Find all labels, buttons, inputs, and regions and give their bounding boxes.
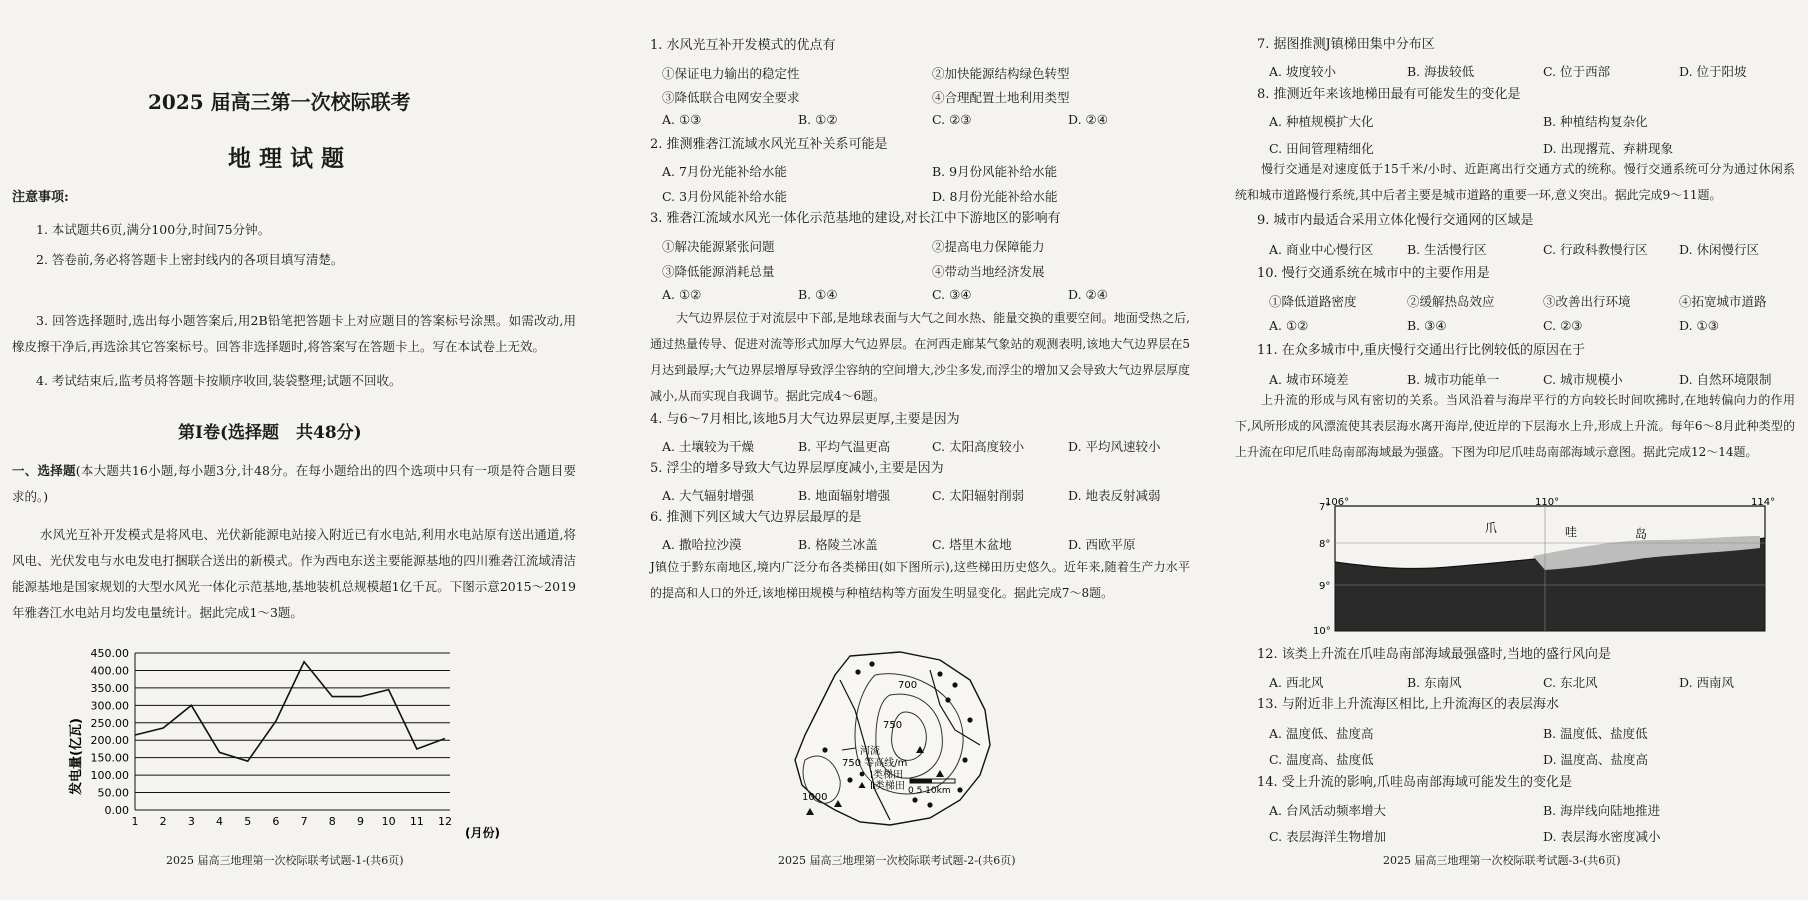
q14-option-a: A. 台风活动频率增大: [1269, 803, 1386, 818]
lon-114: 114°: [1751, 497, 1776, 508]
terrace-type1-dot: [962, 757, 967, 762]
q4-option-c: C. 太阳高度较小: [932, 439, 1025, 454]
chart-y-tick-label: 200.00: [90, 734, 129, 748]
instructions-lead: 一、选择题: [12, 463, 76, 478]
legend-type1: Ⅰ类梯田: [870, 770, 903, 781]
q2-option-c: C. 3月份风能补给水能: [662, 189, 788, 204]
q5-option-d: D. 地表反射减弱: [1068, 488, 1161, 503]
q10-stem: 10. 慢行交通系统在城市中的主要作用是: [1257, 266, 1490, 281]
legend-type1-symbol: [860, 772, 865, 777]
q7-option-d: D. 位于阳坡: [1679, 64, 1747, 79]
q11-option-a: A. 城市环境差: [1269, 372, 1349, 387]
chart-y-tick-label: 450.00: [90, 647, 129, 660]
q13-option-b: B. 温度低、盐度低: [1543, 726, 1648, 741]
terrace-type1-dot: [952, 682, 957, 687]
q14-option-c: C. 表层海洋生物增加: [1269, 829, 1387, 844]
q3-item-2: ②提高电力保障能力: [932, 239, 1045, 254]
chart-y-ticks: [91, 647, 130, 817]
terrace-type1-dot: [957, 787, 962, 792]
page-3: [1225, 0, 1808, 900]
q2-stem: 2. 推测雅砻江流域水风光互补关系可能是: [650, 137, 888, 152]
power-line-chart: [40, 645, 500, 845]
lat-8: 8°: [1319, 539, 1331, 550]
q1-option-a: A. ①③: [662, 112, 702, 127]
q3-option-a: A. ①②: [662, 287, 702, 302]
scale-label: 0 5 10km: [908, 786, 951, 796]
q10-item-3: ③改善出行环境: [1543, 294, 1631, 309]
q2-option-b: B. 9月份风能补给水能: [932, 164, 1058, 179]
legend-contour: 750 等高线/m: [842, 758, 908, 769]
chart-x-tick-label: 8: [328, 815, 336, 828]
chart-y-tick-label: 100.00: [90, 769, 129, 783]
chart-x-tick-label: 6: [272, 815, 280, 828]
q7-option-c: C. 位于西部: [1543, 64, 1611, 79]
lon-106: 106°: [1325, 497, 1350, 508]
q8-option-b: B. 种植结构复杂化: [1543, 114, 1648, 129]
lat-9: 9°: [1319, 581, 1331, 592]
chart-y-label: 发电量(亿瓦): [69, 718, 84, 795]
q8-option-d: D. 出现撂荒、弃耕现象: [1543, 141, 1674, 156]
chart-x-ticks: [132, 815, 453, 828]
chart-grid: [135, 653, 450, 810]
q11-stem: 11. 在众多城市中,重庆慢行交通出行比例较低的原因在于: [1257, 343, 1585, 358]
q5-option-c: C. 太阳辐射削弱: [932, 488, 1025, 503]
q7-option-b: B. 海拔较低: [1407, 64, 1475, 79]
q13-option-c: C. 温度高、盐度低: [1269, 752, 1374, 767]
java-sea-map: [1285, 496, 1785, 638]
q8-stem: 8. 推测近年来该地梯田最有可能发生的变化是: [1257, 87, 1521, 102]
chart-x-label: (月份): [465, 826, 500, 840]
q3-stem: 3. 雅砻江流域水风光一体化示范基地的建设,对长江中下游地区的影响有: [650, 211, 1061, 226]
q3-option-d: D. ②④: [1068, 287, 1108, 302]
q12-option-d: D. 西南风: [1679, 675, 1735, 690]
intro-q4-6: 大气边界层位于对流层中下部,是地球表面与大气之间水热、能量交换的重要空间。地面受热之后,通过热量传导、促进对流等形式加厚大气边界层。在河西走廊某气象站的观测表明,该地大气边界层在5月达到最厚;大气边界层增厚导致浮尘容纳的空间增大,沙尘多发,而浮尘的增加又会导致大气边界层厚度减小,从而实现自我调节。据此完成4～6题。: [650, 311, 1190, 403]
q3-item-4: ④带动当地经济发展: [932, 264, 1045, 279]
q4-option-d: D. 平均风速较小: [1068, 439, 1161, 454]
chart-x-tick-label: 2: [159, 815, 167, 828]
q1-item-2: ②加快能源结构绿色转型: [932, 66, 1070, 81]
q13-option-a: A. 温度低、盐度高: [1269, 726, 1374, 741]
subject-title: 地 理 试 题: [228, 145, 345, 172]
q13-option-d: D. 温度高、盐度高: [1543, 752, 1649, 767]
terrace-type1-dot: [945, 697, 950, 702]
chart-y-tick-label: 0.00: [104, 804, 129, 817]
q1-option-c: C. ②③: [932, 112, 972, 127]
chart-y-tick-label: 400.00: [90, 664, 129, 678]
q5-stem: 5. 浮尘的增多导致大气边界层厚度减小,主要是因为: [650, 461, 944, 476]
chart-series-line: [135, 662, 445, 761]
q12-option-b: B. 东南风: [1407, 675, 1462, 690]
terrace-type1-dot: [937, 671, 942, 676]
contour-label-750: 750: [883, 720, 903, 731]
q3-option-b: B. ①④: [798, 287, 838, 302]
terrace-type1-dot: [869, 661, 874, 666]
q10-option-d: D. ①③: [1679, 318, 1719, 333]
terrace-type1-dot: [822, 747, 827, 752]
island-label-2: 哇: [1565, 525, 1578, 539]
terrace-type1-dot: [967, 717, 972, 722]
q9-option-d: D. 休闲慢行区: [1679, 242, 1760, 257]
q6-option-a: A. 撒哈拉沙漠: [662, 537, 742, 552]
chart-x-tick-label: 4: [216, 815, 224, 828]
q10-option-c: C. ②③: [1543, 318, 1583, 333]
terrace-type1-dot: [927, 802, 932, 807]
q14-option-b: B. 海岸线向陆地推进: [1543, 803, 1661, 818]
footer-page-1: 2025 届高三地理第一次校际联考试题-1-(共6页): [166, 854, 404, 867]
q11-option-d: D. 自然环境限制: [1679, 372, 1772, 387]
q9-option-b: B. 生活慢行区: [1407, 242, 1487, 257]
instructions-text: (本大题共16小题,每小题3分,计48分。在每小题给出的四个选项中只有一项是符合题目要求的。): [12, 463, 576, 504]
lon-110: 110°: [1535, 497, 1560, 508]
q1-item-1: ①保证电力输出的稳定性: [662, 66, 800, 81]
chart-y-tick-label: 250.00: [90, 716, 129, 730]
q7-stem: 7. 据图推测J镇梯田集中分布区: [1257, 37, 1435, 52]
q7-option-a: A. 坡度较小: [1269, 64, 1336, 79]
intro-q1-3: 水风光互补开发模式是将风电、光伏新能源电站接入附近已有水电站,利用水电站原有送出通道,将风电、光伏发电与水电发电打捆联合送出的新模式。作为西电东送主要能源基地的四川雅砻江流域清洁能源基地是国家规划的大型水风光一体化示范基地,基地装机总规模超1亿千瓦。下图示意2015～2019年雅砻江水电站月均发电量统计。据此完成1～3题。: [12, 527, 576, 620]
q12-option-a: A. 西北风: [1269, 675, 1324, 690]
island-label-3: 岛: [1635, 527, 1648, 541]
q2-option-a: A. 7月份光能补给水能: [662, 164, 787, 179]
contour-label-700: 700: [898, 680, 918, 691]
page-1: [0, 0, 600, 900]
q5-option-b: B. 地面辐射增强: [798, 488, 891, 503]
notice-2: 2. 答卷前,务必将答题卡上密封线内的各项目填写清楚。: [36, 252, 344, 267]
q11-option-c: C. 城市规模小: [1543, 372, 1623, 387]
lat-10: 10°: [1313, 626, 1331, 637]
footer-page-2: 2025 届高三地理第一次校际联考试题-2-(共6页): [778, 854, 1016, 867]
q4-stem: 4. 与6～7月相比,该地5月大气边界层更厚,主要是因为: [650, 412, 960, 427]
chart-y-tick-label: 150.00: [90, 751, 129, 765]
q1-stem: 1. 水风光互补开发模式的优点有: [650, 38, 836, 53]
notice-3: 3. 回答选择题时,选出每小题答案后,用2B铅笔把答题卡上对应题目的答案标号涂黑。如需改动,用橡皮擦干净后,再选涂其它答案标号。回答非选择题时,将答案写在答题卡上。写在本试卷上无效。: [12, 313, 576, 354]
page-2: [620, 0, 1210, 900]
q4-option-b: B. 平均气温更高: [798, 439, 891, 454]
intro-q7-8: J镇位于黔东南地区,境内广泛分布各类梯田(如下图所示),这些梯田历史悠久。近年来,随着生产力水平的提高和人口的外迁,该地梯田规模与种植结构等方面发生明显变化。据此完成7～8题。: [650, 560, 1190, 600]
q11-option-b: B. 城市功能单一: [1407, 372, 1500, 387]
q10-option-b: B. ③④: [1407, 318, 1447, 333]
chart-x-tick-label: 5: [244, 815, 252, 828]
q10-option-a: A. ①②: [1269, 318, 1309, 333]
chart-y-tick-label: 350.00: [90, 681, 129, 695]
chart-x-tick-label: 11: [409, 815, 424, 828]
q12-stem: 12. 该类上升流在爪哇岛南部海域最强盛时,当地的盛行风向是: [1257, 647, 1611, 662]
q6-option-d: D. 西欧平原: [1068, 537, 1136, 552]
terrace-type1-dot: [912, 797, 917, 802]
intro-q12-14: 上升流的形成与风有密切的关系。当风沿着与海岸平行的方向较长时间吹拂时,在地转偏向力的作用下,风所形成的风漂流使其表层海水离开海岸,使近岸的下层海水上升,形成上升流。每年6～8月此种类型的上升流在印尼爪哇岛南部海域最为强盛。下图为印尼爪哇岛南部海域示意图。据此完成12～14题。: [1235, 393, 1795, 459]
q3-item-1: ①解决能源紧张问题: [662, 239, 775, 254]
q14-option-d: D. 表层海水密度减小: [1543, 829, 1661, 844]
chart-x-tick-label: 7: [300, 815, 308, 828]
q3-option-c: C. ③④: [932, 287, 972, 302]
q6-option-b: B. 格陵兰冰盖: [798, 537, 878, 552]
chart-x-tick-label: 9: [356, 815, 364, 828]
terrace-type1-dot: [847, 777, 852, 782]
island-label-1: 爪: [1485, 521, 1498, 535]
q8-option-a: A. 种植规模扩大化: [1269, 114, 1374, 129]
lat-7: 7°: [1319, 502, 1331, 513]
q12-option-c: C. 东北风: [1543, 675, 1598, 690]
q10-item-1: ①降低道路密度: [1269, 294, 1357, 309]
section-title: 第Ⅰ卷(选择题 共48分): [178, 423, 362, 443]
q5-option-a: A. 大气辐射增强: [662, 488, 754, 503]
q4-option-a: A. 土壤较为干燥: [662, 439, 754, 454]
instructions: [12, 458, 576, 510]
q1-item-4: ④合理配置土地利用类型: [932, 90, 1070, 105]
chart-x-tick-label: 12: [438, 815, 452, 828]
q6-option-c: C. 塔里木盆地: [932, 537, 1012, 552]
terrace-type1-dot: [855, 669, 860, 674]
q2-option-d: D. 8月份光能补给水能: [932, 189, 1058, 204]
footer-page-3: 2025 届高三地理第一次校际联考试题-3-(共6页): [1383, 854, 1621, 867]
q13-stem: 13. 与附近非上升流海区相比,上升流海区的表层海水: [1257, 697, 1559, 712]
terrace-type2-triangle: [806, 808, 814, 815]
notice-4: 4. 考试结束后,监考员将答题卡按顺序收回,装袋整理;试题不回收。: [36, 373, 402, 388]
intro-q9-11: 慢行交通是对速度低于15千米/小时、近距离出行交通方式的统称。慢行交通系统可分为通过休闲系统和城市道路慢行系统,其中后者主要是城市道路的重要一环,意义突出。据此完成9～11题。: [1235, 162, 1795, 202]
q3-item-3: ③降低能源消耗总量: [662, 264, 775, 279]
q8-option-c: C. 田间管理精细化: [1269, 141, 1374, 156]
q10-item-4: ④拓宽城市道路: [1679, 294, 1767, 309]
chart-x-tick-label: 3: [187, 815, 195, 828]
q14-stem: 14. 受上升流的影响,爪哇岛南部海域可能发生的变化是: [1257, 775, 1572, 790]
q1-item-3: ③降低联合电网安全要求: [662, 90, 800, 105]
notice-heading: 注意事项:: [12, 190, 69, 205]
q1-option-b: B. ①②: [798, 112, 838, 127]
notice-1: 1. 本试题共6页,满分100分,时间75分钟。: [36, 222, 271, 237]
legend-river: 河流: [860, 746, 880, 757]
q1-option-d: D. ②④: [1068, 112, 1108, 127]
legend-type2: Ⅱ类梯田: [870, 781, 905, 792]
chart-y-tick-label: 50.00: [97, 786, 129, 800]
scale-bar-fill: [910, 779, 932, 783]
chart-y-tick-label: 300.00: [90, 699, 129, 713]
contour-label-1000: 1000: [802, 792, 828, 803]
terrace-map: [780, 650, 1010, 830]
q10-item-2: ②缓解热岛效应: [1407, 294, 1495, 309]
exam-title: 2025 届高三第一次校际联考: [148, 90, 411, 114]
chart-x-tick-label: 1: [131, 815, 139, 828]
q9-option-a: A. 商业中心慢行区: [1269, 242, 1374, 257]
q9-stem: 9. 城市内最适合采用立体化慢行交通网的区域是: [1257, 213, 1534, 228]
q9-option-c: C. 行政科教慢行区: [1543, 242, 1648, 257]
chart-x-tick-label: 10: [381, 815, 396, 828]
q6-stem: 6. 推测下列区域大气边界层最厚的是: [650, 510, 862, 525]
